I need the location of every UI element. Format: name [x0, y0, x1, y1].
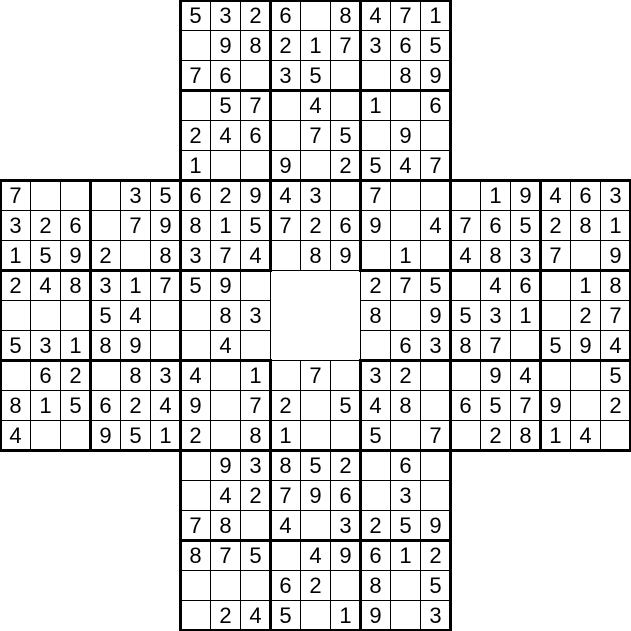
sudoku-cell-r10c6[interactable] [180, 300, 211, 331]
sudoku-cell-r4c14[interactable] [420, 120, 451, 151]
sudoku-cell-r3c6[interactable] [180, 90, 211, 121]
sudoku-cell-r2c10: 5 [300, 60, 331, 91]
sudoku-cell-r7c3[interactable] [90, 210, 121, 241]
sudoku-cell-r18c6: 8 [180, 540, 211, 571]
sudoku-cell-r7c6: 8 [180, 210, 211, 241]
sudoku-cell-r5c9: 9 [270, 150, 301, 181]
sudoku-cell-r8c1: 5 [30, 240, 61, 271]
sudoku-cell-r7c7: 1 [210, 210, 241, 241]
sudoku-cell-r11c1: 3 [30, 330, 61, 361]
sudoku-cell-r14c12: 5 [360, 420, 391, 451]
sudoku-cell-r0c12: 4 [360, 0, 391, 31]
sudoku-cell-r7c19: 8 [570, 210, 601, 241]
sudoku-cell-r13c6: 9 [180, 390, 211, 421]
sudoku-cell-r12c19[interactable] [570, 360, 601, 391]
sudoku-cell-r13c20: 2 [600, 390, 631, 421]
sudoku-cell-r13c1: 1 [30, 390, 61, 421]
sudoku-cell-r12c15[interactable] [450, 360, 481, 391]
sudoku-cell-r12c4: 8 [120, 360, 151, 391]
sudoku-cell-r10c3: 5 [90, 300, 121, 331]
sudoku-cell-r8c7: 7 [210, 240, 241, 271]
sudoku-cell-r5c6: 1 [180, 150, 211, 181]
sudoku-cell-r9c5: 7 [150, 270, 181, 301]
sudoku-cell-r6c5: 5 [150, 180, 181, 211]
sudoku-cell-r12c3[interactable] [90, 360, 121, 391]
sudoku-cell-r13c4: 2 [120, 390, 151, 421]
sudoku-cell-r7c17: 5 [510, 210, 541, 241]
sudoku-cell-r3c9[interactable] [270, 90, 301, 121]
sudoku-cell-r12c17: 4 [510, 360, 541, 391]
sudoku-cell-r6c1[interactable] [30, 180, 61, 211]
sudoku-cell-r7c18: 2 [540, 210, 571, 241]
sudoku-cell-r14c16: 2 [480, 420, 511, 451]
sudoku-cell-r5c14: 7 [420, 150, 451, 181]
sudoku-cell-r18c11: 9 [330, 540, 361, 571]
sudoku-cell-r4c9[interactable] [270, 120, 301, 151]
sudoku-cell-r20c12: 9 [360, 600, 391, 631]
sudoku-cell-r9c4: 1 [120, 270, 151, 301]
sudoku-cell-r6c11[interactable] [330, 180, 361, 211]
sudoku-cell-r3c11[interactable] [330, 90, 361, 121]
sudoku-cell-r12c16: 9 [480, 360, 511, 391]
sudoku-cell-r17c9: 4 [270, 510, 301, 541]
sudoku-cell-r10c8: 3 [240, 300, 271, 331]
sudoku-cell-r17c10[interactable] [300, 510, 331, 541]
sudoku-cell-r16c7: 4 [210, 480, 241, 511]
sudoku-cell-r8c4[interactable] [120, 240, 151, 271]
sudoku-cell-r13c7[interactable] [210, 390, 241, 421]
sudoku-cell-r13c18: 9 [540, 390, 571, 421]
sudoku-cell-r10c18[interactable] [540, 300, 571, 331]
sudoku-cell-r1c8: 8 [240, 30, 271, 61]
sudoku-cell-r20c6[interactable] [180, 600, 211, 631]
sudoku-cell-r15c9: 8 [270, 450, 301, 481]
sudoku-cell-r19c14: 5 [420, 570, 451, 601]
sudoku-cell-r14c0: 4 [0, 420, 31, 451]
sudoku-cell-r4c10: 7 [300, 120, 331, 151]
sudoku-cell-r8c14[interactable] [420, 240, 451, 271]
sudoku-cell-r9c0: 2 [0, 270, 31, 301]
sudoku-cell-r0c6: 5 [180, 0, 211, 31]
sudoku-cell-r16c9: 7 [270, 480, 301, 511]
sudoku-cell-r13c19[interactable] [570, 390, 601, 421]
sudoku-cell-r15c6[interactable] [180, 450, 211, 481]
sudoku-cell-r2c6: 7 [180, 60, 211, 91]
sudoku-cell-r11c19: 9 [570, 330, 601, 361]
sudoku-cell-r8c2: 9 [60, 240, 91, 271]
sudoku-cell-r6c0: 7 [0, 180, 31, 211]
sudoku-cell-r17c12: 2 [360, 510, 391, 541]
sudoku-cell-r9c14: 5 [420, 270, 451, 301]
sudoku-cell-r1c7: 9 [210, 30, 241, 61]
sudoku-cell-r7c8: 5 [240, 210, 271, 241]
sudoku-cell-r13c16: 5 [480, 390, 511, 421]
sudoku-cell-r19c9: 6 [270, 570, 301, 601]
sudoku-cell-r14c17: 8 [510, 420, 541, 451]
sudoku-cell-r11c16: 7 [480, 330, 511, 361]
sudoku-cell-r6c19: 6 [570, 180, 601, 211]
sudoku-cell-r3c8: 7 [240, 90, 271, 121]
sudoku-cell-r14c10[interactable] [300, 420, 331, 451]
sudoku-cell-r14c8: 8 [240, 420, 271, 451]
sudoku-cell-r8c6: 3 [180, 240, 211, 271]
sudoku-cell-r7c20: 1 [600, 210, 631, 241]
sudoku-cell-r18c13: 1 [390, 540, 421, 571]
sudoku-cell-r13c0: 8 [0, 390, 31, 421]
sudoku-cell-r8c18: 7 [540, 240, 571, 271]
sudoku-cell-r8c20: 9 [600, 240, 631, 271]
sudoku-cell-r6c16: 1 [480, 180, 511, 211]
sudoku-cell-r10c2[interactable] [60, 300, 91, 331]
sudoku-cell-r11c4: 9 [120, 330, 151, 361]
sudoku-cell-r0c9: 6 [270, 0, 301, 31]
sudoku-cell-r6c12: 7 [360, 180, 391, 211]
sudoku-cell-r5c11: 2 [330, 150, 361, 181]
sudoku-cell-r12c7[interactable] [210, 360, 241, 391]
sudoku-cell-r1c13: 6 [390, 30, 421, 61]
sudoku-cell-r2c11[interactable] [330, 60, 361, 91]
sudoku-cell-r19c10: 2 [300, 570, 331, 601]
sudoku-cell-r10c12: 8 [360, 300, 391, 331]
sudoku-cell-r14c20[interactable] [600, 420, 631, 451]
sudoku-cell-r9c1: 4 [30, 270, 61, 301]
sudoku-cell-r12c0[interactable] [0, 360, 31, 391]
sudoku-cell-r14c3: 9 [90, 420, 121, 451]
sudoku-cell-r18c7: 7 [210, 540, 241, 571]
sudoku-cell-r18c9[interactable] [270, 540, 301, 571]
sudoku-cell-r19c6[interactable] [180, 570, 211, 601]
sudoku-cell-r9c16: 4 [480, 270, 511, 301]
sudoku-cell-r4c7: 4 [210, 120, 241, 151]
sudoku-cell-r13c17: 7 [510, 390, 541, 421]
sudoku-cell-r11c6[interactable] [180, 330, 211, 361]
sudoku-cell-r13c14[interactable] [420, 390, 451, 421]
sudoku-cell-r9c13: 7 [390, 270, 421, 301]
sudoku-cell-r0c7: 3 [210, 0, 241, 31]
sudoku-cell-r7c16: 6 [480, 210, 511, 241]
sudoku-cell-r9c7: 9 [210, 270, 241, 301]
sudoku-cell-r14c18: 1 [540, 420, 571, 451]
sudoku-cell-r4c8: 6 [240, 120, 271, 151]
sudoku-cell-r11c8[interactable] [240, 330, 271, 361]
sudoku-cell-r8c10: 8 [300, 240, 331, 271]
sudoku-cell-r6c14[interactable] [420, 180, 451, 211]
sudoku-cell-r2c9: 3 [270, 60, 301, 91]
sudoku-cell-r12c8: 1 [240, 360, 271, 391]
sudoku-cell-r9c19: 1 [570, 270, 601, 301]
sudoku-cell-r13c9: 2 [270, 390, 301, 421]
sudoku-cell-r6c15[interactable] [450, 180, 481, 211]
sudoku-cell-r7c12: 9 [360, 210, 391, 241]
sudoku-cell-r11c2: 1 [60, 330, 91, 361]
sudoku-cell-r1c9: 2 [270, 30, 301, 61]
sudoku-cell-r6c4: 3 [120, 180, 151, 211]
sudoku-cell-r12c12: 3 [360, 360, 391, 391]
sudoku-cell-r12c18[interactable] [540, 360, 571, 391]
sudoku-cell-r15c7: 9 [210, 450, 241, 481]
sudoku-cell-r6c10: 3 [300, 180, 331, 211]
sudoku-cell-r18c14: 2 [420, 540, 451, 571]
sudoku-cell-r20c11: 1 [330, 600, 361, 631]
sudoku-cell-r6c7: 2 [210, 180, 241, 211]
sudoku-cell-r8c15: 4 [450, 240, 481, 271]
sudoku-cell-r19c8[interactable] [240, 570, 271, 601]
sudoku-cell-r11c13: 6 [390, 330, 421, 361]
sudoku-cell-r10c16: 3 [480, 300, 511, 331]
sudoku-cell-r10c7: 8 [210, 300, 241, 331]
sudoku-cell-r6c18: 4 [540, 180, 571, 211]
sudoku-cell-r5c8[interactable] [240, 150, 271, 181]
sudoku-cell-r15c8: 3 [240, 450, 271, 481]
sudoku-cell-r15c11: 2 [330, 450, 361, 481]
sudoku-cell-r11c20: 4 [600, 330, 631, 361]
sudoku-cell-r10c5[interactable] [150, 300, 181, 331]
sudoku-cell-r7c5: 9 [150, 210, 181, 241]
sudoku-cell-r19c13[interactable] [390, 570, 421, 601]
sudoku-cell-r19c12: 8 [360, 570, 391, 601]
sudoku-cell-r10c17: 1 [510, 300, 541, 331]
sudoku-cell-r3c7: 5 [210, 90, 241, 121]
sudoku-cell-r7c10: 2 [300, 210, 331, 241]
sudoku-cell-r9c6: 5 [180, 270, 211, 301]
sudoku-cell-r7c2: 6 [60, 210, 91, 241]
sudoku-cell-r18c10: 4 [300, 540, 331, 571]
sudoku-cell-r6c17: 9 [510, 180, 541, 211]
sudoku-cell-r15c13: 6 [390, 450, 421, 481]
sudoku-cell-r5c12: 5 [360, 150, 391, 181]
sudoku-cell-r3c12: 1 [360, 90, 391, 121]
sudoku-cell-r12c13: 2 [390, 360, 421, 391]
sudoku-cell-r7c4: 7 [120, 210, 151, 241]
sudoku-cell-r3c14: 6 [420, 90, 451, 121]
sudoku-cell-r11c18: 5 [540, 330, 571, 361]
sudoku-cell-r9c20: 8 [600, 270, 631, 301]
sudoku-cell-r5c7[interactable] [210, 150, 241, 181]
sudoku-cell-r8c12[interactable] [360, 240, 391, 271]
sudoku-cell-r2c13: 8 [390, 60, 421, 91]
sudoku-cell-r5c13: 4 [390, 150, 421, 181]
sudoku-cell-r17c8[interactable] [240, 510, 271, 541]
sudoku-cell-r16c10: 9 [300, 480, 331, 511]
sudoku-cell-r10c4: 4 [120, 300, 151, 331]
sudoku-cell-r0c14: 1 [420, 0, 451, 31]
sudoku-cell-r2c8[interactable] [240, 60, 271, 91]
sudoku-cell-r7c15: 7 [450, 210, 481, 241]
sudoku-cell-r11c14: 3 [420, 330, 451, 361]
sudoku-cell-r8c16: 8 [480, 240, 511, 271]
sudoku-cell-r13c2: 5 [60, 390, 91, 421]
sudoku-cell-r16c8: 2 [240, 480, 271, 511]
sudoku-cell-r9c12: 2 [360, 270, 391, 301]
sudoku-cell-r7c0: 3 [0, 210, 31, 241]
sudoku-cell-r11c12[interactable] [360, 330, 391, 361]
sudoku-cell-r0c10[interactable] [300, 0, 331, 31]
sudoku-cell-r4c11: 5 [330, 120, 361, 151]
sudoku-cell-r13c13: 8 [390, 390, 421, 421]
sudoku-cell-r12c20: 5 [600, 360, 631, 391]
sudoku-cell-r12c14[interactable] [420, 360, 451, 391]
sudoku-cell-r19c7[interactable] [210, 570, 241, 601]
sudoku-cell-r9c17: 6 [510, 270, 541, 301]
sudoku-cell-r9c2: 8 [60, 270, 91, 301]
sudoku-cell-r18c12: 6 [360, 540, 391, 571]
sudoku-cell-r14c5: 1 [150, 420, 181, 451]
sudoku-cell-r11c5[interactable] [150, 330, 181, 361]
sudoku-cell-r0c13: 7 [390, 0, 421, 31]
sudoku-cell-r14c7[interactable] [210, 420, 241, 451]
sudoku-cell-r10c15: 5 [450, 300, 481, 331]
sudoku-cell-r20c10[interactable] [300, 600, 331, 631]
sudoku-cell-r7c1: 2 [30, 210, 61, 241]
sudoku-cell-r6c6: 6 [180, 180, 211, 211]
sudoku-cell-r1c10: 1 [300, 30, 331, 61]
sudoku-cell-r19c11[interactable] [330, 570, 361, 601]
sudoku-cell-r12c6: 4 [180, 360, 211, 391]
sudoku-cell-r3c10: 4 [300, 90, 331, 121]
sudoku-cell-r0c8: 2 [240, 0, 271, 31]
sudoku-cell-r11c3: 8 [90, 330, 121, 361]
sudoku-cell-r17c6: 7 [180, 510, 211, 541]
sudoku-cell-r6c2[interactable] [60, 180, 91, 211]
sudoku-cell-r11c0: 5 [0, 330, 31, 361]
sudoku-cell-r10c13[interactable] [390, 300, 421, 331]
sudoku-cell-r15c10: 5 [300, 450, 331, 481]
sudoku-cell-r14c9: 1 [270, 420, 301, 451]
sudoku-cell-r9c8[interactable] [240, 270, 271, 301]
sudoku-cell-r6c20: 3 [600, 180, 631, 211]
sudoku-cell-r7c13[interactable] [390, 210, 421, 241]
sudoku-cell-r1c11: 7 [330, 30, 361, 61]
sudoku-cell-r13c3: 6 [90, 390, 121, 421]
sudoku-cell-r8c0: 1 [0, 240, 31, 271]
sudoku-cell-r11c15: 8 [450, 330, 481, 361]
sudoku-cell-r1c12: 3 [360, 30, 391, 61]
sudoku-cell-r14c2[interactable] [60, 420, 91, 451]
sudoku-cell-r14c15[interactable] [450, 420, 481, 451]
sudoku-cell-r8c9[interactable] [270, 240, 301, 271]
sudoku-cell-r14c4: 5 [120, 420, 151, 451]
sudoku-cell-r6c3[interactable] [90, 180, 121, 211]
sudoku-cell-r13c15: 6 [450, 390, 481, 421]
sudoku-cell-r12c1: 6 [30, 360, 61, 391]
sudoku-cell-r17c7: 8 [210, 510, 241, 541]
sudoku-cell-r14c13[interactable] [390, 420, 421, 451]
sudoku-cell-r3c13[interactable] [390, 90, 421, 121]
sudoku-cell-r14c14: 7 [420, 420, 451, 451]
sudoku-cell-r0c11: 8 [330, 0, 361, 31]
sudoku-cell-r4c13: 9 [390, 120, 421, 151]
sudoku-cell-r6c8: 9 [240, 180, 271, 211]
sudoku-cell-r20c9: 5 [270, 600, 301, 631]
sudoku-cell-r17c13: 5 [390, 510, 421, 541]
sudoku-cell-r14c19: 4 [570, 420, 601, 451]
sudoku-cell-r14c6: 2 [180, 420, 211, 451]
sudoku-cell-r1c14: 5 [420, 30, 451, 61]
sudoku-cell-r16c13: 3 [390, 480, 421, 511]
sudoku-cell-r2c14: 9 [420, 60, 451, 91]
sudoku-cell-r7c11: 6 [330, 210, 361, 241]
sudoku-cell-r12c2: 2 [60, 360, 91, 391]
sudoku-cell-r8c8: 4 [240, 240, 271, 271]
sudoku-cell-r7c14: 4 [420, 210, 451, 241]
sudoku-cell-r15c14[interactable] [420, 450, 451, 481]
sudoku-cell-r5c10[interactable] [300, 150, 331, 181]
sudoku-cell-r13c11: 5 [330, 390, 361, 421]
sudoku-cell-r8c13: 1 [390, 240, 421, 271]
sudoku-cell-r17c11: 3 [330, 510, 361, 541]
sudoku-cell-r2c7: 6 [210, 60, 241, 91]
sudoku-cell-r12c5: 3 [150, 360, 181, 391]
sudoku-cell-r2c12[interactable] [360, 60, 391, 91]
sudoku-cell-r15c12[interactable] [360, 450, 391, 481]
sudoku-cell-r16c12[interactable] [360, 480, 391, 511]
sudoku-cell-r4c6: 2 [180, 120, 211, 151]
sudoku-cell-r14c1[interactable] [30, 420, 61, 451]
sudoku-cell-r16c6[interactable] [180, 480, 211, 511]
sudoku-cell-r6c13[interactable] [390, 180, 421, 211]
sudoku-cell-r9c18[interactable] [540, 270, 571, 301]
sudoku-cell-r12c9[interactable] [270, 360, 301, 391]
sudoku-cell-r6c9: 4 [270, 180, 301, 211]
sudoku-cell-r10c1[interactable] [30, 300, 61, 331]
sudoku-cell-r18c8: 5 [240, 540, 271, 571]
sudoku-cell-r20c13[interactable] [390, 600, 421, 631]
sudoku-cell-r14c11[interactable] [330, 420, 361, 451]
sudoku-cell-r8c3: 2 [90, 240, 121, 271]
sudoku-cell-r17c14: 9 [420, 510, 451, 541]
sudoku-cell-r8c19[interactable] [570, 240, 601, 271]
sudoku-cell-r13c5: 4 [150, 390, 181, 421]
sudoku-cell-r10c14: 9 [420, 300, 451, 331]
sudoku-cell-r9c3: 3 [90, 270, 121, 301]
sudoku-cell-r12c10: 7 [300, 360, 331, 391]
sudoku-cell-r7c9: 7 [270, 210, 301, 241]
sudoku-cell-r13c10[interactable] [300, 390, 331, 421]
sudoku-cell-r4c12[interactable] [360, 120, 391, 151]
sudoku-cell-r11c7: 4 [210, 330, 241, 361]
sudoku-cell-r9c15[interactable] [450, 270, 481, 301]
sudoku-cell-r10c20: 7 [600, 300, 631, 331]
sudoku-cell-r16c11: 6 [330, 480, 361, 511]
sudoku-cell-r10c0[interactable] [0, 300, 31, 331]
sudoku-cell-r13c8: 7 [240, 390, 271, 421]
sudoku-cell-r11c17[interactable] [510, 330, 541, 361]
sudoku-cell-r1c6[interactable] [180, 30, 211, 61]
sudoku-cell-r8c17: 3 [510, 240, 541, 271]
sudoku-cell-r8c11: 9 [330, 240, 361, 271]
sudoku-cell-r8c5: 8 [150, 240, 181, 271]
sudoku-cell-r20c14: 3 [420, 600, 451, 631]
sudoku-cell-r20c8: 4 [240, 600, 271, 631]
sudoku-cell-r20c7: 2 [210, 600, 241, 631]
sudoku-cell-r12c11[interactable] [330, 360, 361, 391]
sudoku-cell-r10c19: 2 [570, 300, 601, 331]
sudoku-cell-r16c14[interactable] [420, 480, 451, 511]
sudoku-cell-r13c12: 4 [360, 390, 391, 421]
